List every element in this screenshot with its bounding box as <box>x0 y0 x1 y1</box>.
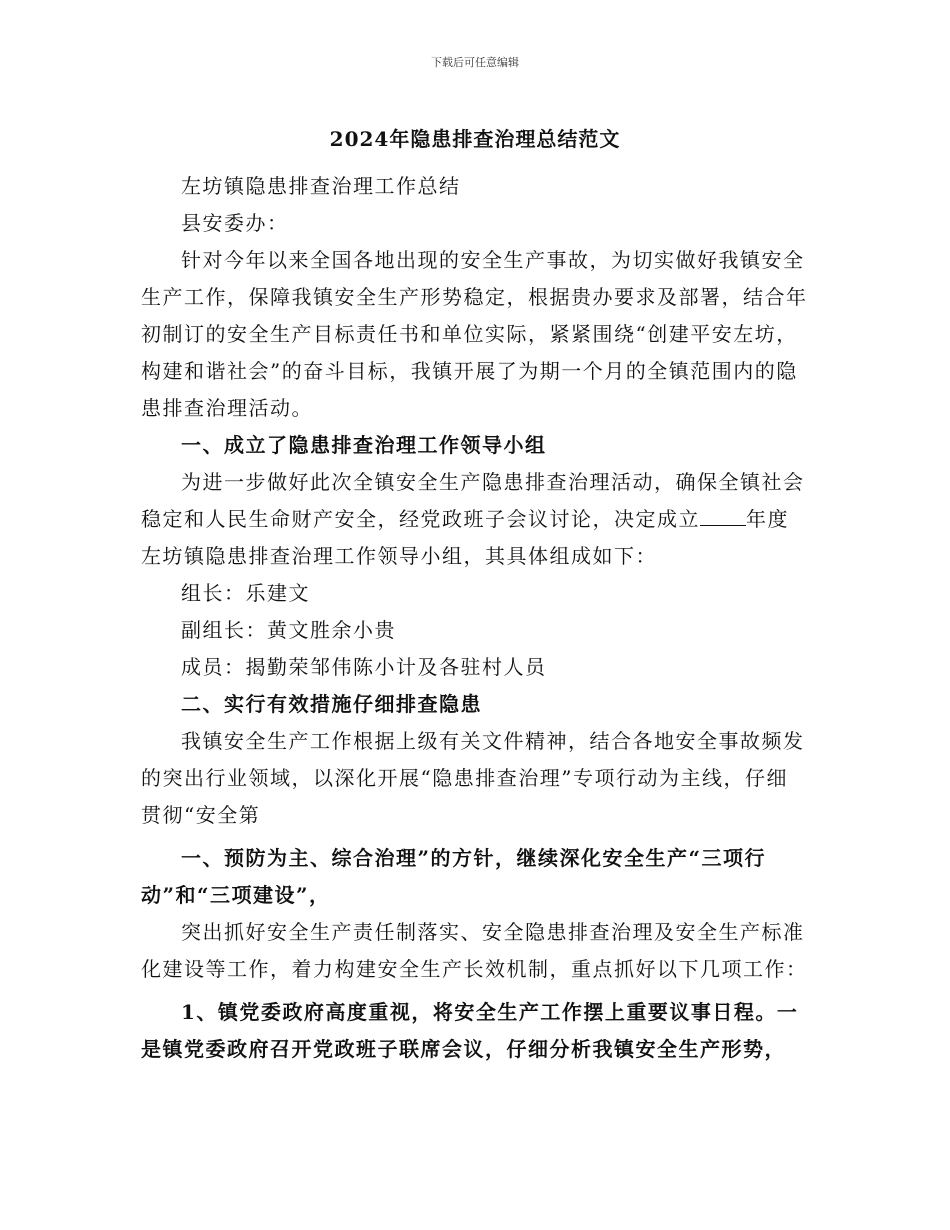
paragraph-leadership-part1: 为进一步做好此次全镇安全生产隐患排查治理活动，确保全镇社会稳定和人民生命财产安全，经党政班子会议讨论，决定成立 <box>141 470 805 531</box>
document-body <box>141 168 809 1068</box>
section-heading-1: 一、成立了隐患排查治理工作领导小组 <box>181 433 547 457</box>
paragraph-leadership-part2: 年度左坊镇隐患排查治理工作领导小组，其具体组成如下： <box>141 507 789 568</box>
document-title: 2024年隐患排查治理总结范文 <box>329 127 621 151</box>
paragraph-leadership <box>141 464 809 575</box>
section-heading-4: 1、镇党委政府高度重视，将安全生产工作摆上重要议事日程。一是镇党委政府召开党政班子联席会议，仔细分析我镇安全生产形势， <box>141 1000 799 1061</box>
paragraph-intro: 针对今年以来全国各地出现的安全生产事故，为切实做好我镇安全生产工作，保障我镇安全生产形势稳定，根据贵办要求及部署，结合年初制订的安全生产目标责任书和单位实际，紧紧围绕“创建平安左坊，构建和谐社会”的奋斗目标，我镇开展了为期一个月的全镇范围内的隐患排查治理活动。 <box>141 248 808 420</box>
fill-in-blank <box>700 507 746 526</box>
paragraph-deputy-leader: 副组长：黄文胜余小贵 <box>181 618 396 642</box>
section-heading-3: 一、预防为主、综合治理”的方针，继续深化安全生产“三项行动”和“三项建设”， <box>141 846 767 907</box>
paragraph-leader: 组长：乐建文 <box>181 581 310 605</box>
paragraph-subtitle: 左坊镇隐患排查治理工作总结 <box>181 174 461 198</box>
paragraph-measures: 我镇安全生产工作根据上级有关文件精神，结合各地安全事故频发的突出行业领域，以深化开展“隐患排查治理”专项行动为主线，仔细贯彻“安全第 <box>141 729 805 827</box>
header-note: 下载后可任意编辑 <box>431 56 519 69</box>
paragraph-addressee: 县安委办： <box>181 211 289 235</box>
paragraph-focus: 突出抓好安全生产责任制落实、安全隐患排查治理及安全生产标准化建设等工作，着力构建安全生产长效机制，重点抓好以下几项工作： <box>141 920 808 981</box>
section-heading-2: 二、实行有效措施仔细排查隐患 <box>181 692 482 716</box>
paragraph-members: 成员：揭勤荣邹伟陈小计及各驻村人员 <box>181 655 547 679</box>
